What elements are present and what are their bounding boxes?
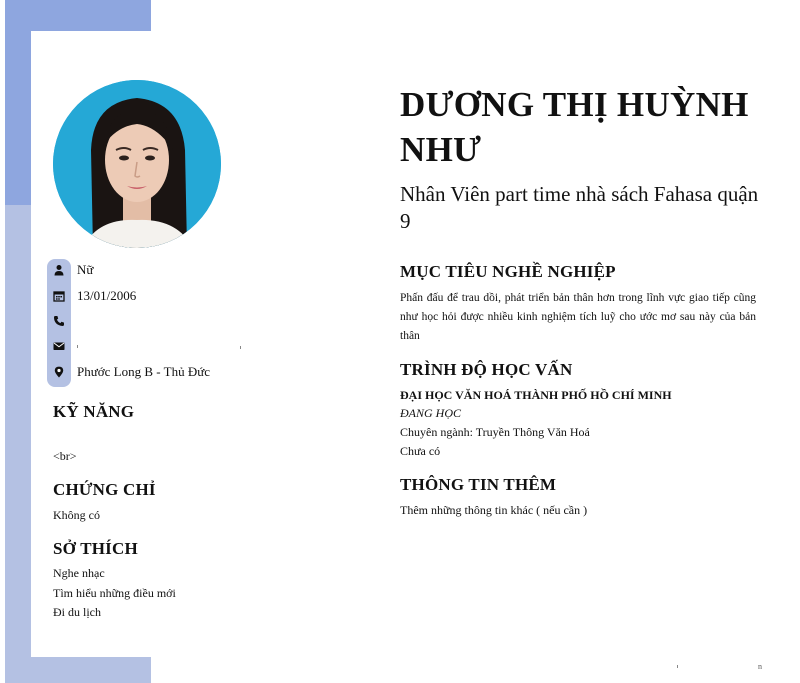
candidate-role: Nhân Viên part time nhà sách Fahasa quận 9 <box>400 182 759 233</box>
contact-dob-row <box>47 284 347 308</box>
hobbies-list <box>53 564 176 623</box>
objective-heading: MỤC TIÊU NGHỀ NGHIỆP <box>400 262 616 281</box>
phone-icon <box>47 309 71 333</box>
hobbies-heading: SỞ THÍCH <box>53 539 138 558</box>
person-icon <box>47 258 71 282</box>
objective-text: Phấn đấu để trau dồi, phát triển bản thân hơn trong lĩnh vực giao tiếp cũng như học hỏi được nhiều kinh nghiệm tích luỹ cho ước mơ sau này của bản thân <box>400 292 756 342</box>
additional-text: Thêm những thông tin khác ( nếu cần ) <box>400 503 588 517</box>
gender-text: Nữ <box>77 262 94 277</box>
profile-photo <box>53 80 221 248</box>
location-icon <box>47 360 71 384</box>
education-heading: TRÌNH ĐỘ HỌC VẤN <box>400 360 573 379</box>
stray-mark <box>77 345 78 348</box>
stray-mark <box>240 346 241 349</box>
list-item: Nghe nhạc <box>53 566 105 580</box>
contact-phone-row <box>47 309 347 333</box>
email-icon <box>47 334 71 358</box>
candidate-name: DƯƠNG THỊ HUỲNH NHƯ <box>400 85 749 169</box>
contact-email-row <box>47 334 347 358</box>
dob-text: 13/01/2006 <box>77 288 137 303</box>
contact-gender-row <box>47 258 347 282</box>
stray-mark <box>677 665 678 668</box>
skills-heading: KỸ NĂNG <box>53 402 135 421</box>
education-grade: Chưa có <box>400 444 441 458</box>
list-item: Tìm hiểu những điều mới <box>53 585 176 600</box>
additional-heading: THÔNG TIN THÊM <box>400 475 557 494</box>
skills-content: <br> <box>53 449 77 463</box>
footer-mark: n <box>758 662 762 671</box>
contact-address-row <box>47 360 347 384</box>
list-item: Đi du lịch <box>53 605 101 619</box>
calendar-icon <box>47 284 71 308</box>
education-major: Chuyên ngành: Truyền Thông Văn Hoá <box>400 425 590 439</box>
certificates-heading: CHỨNG CHỈ <box>53 480 156 499</box>
address-text: Phước Long B - Thủ Đức <box>77 364 211 379</box>
education-status: ĐANG HỌC <box>400 406 462 420</box>
education-school: ĐẠI HỌC VĂN HOÁ THÀNH PHỐ HỒ CHÍ MINH <box>400 388 672 402</box>
certificates-content: Không có <box>53 508 100 522</box>
